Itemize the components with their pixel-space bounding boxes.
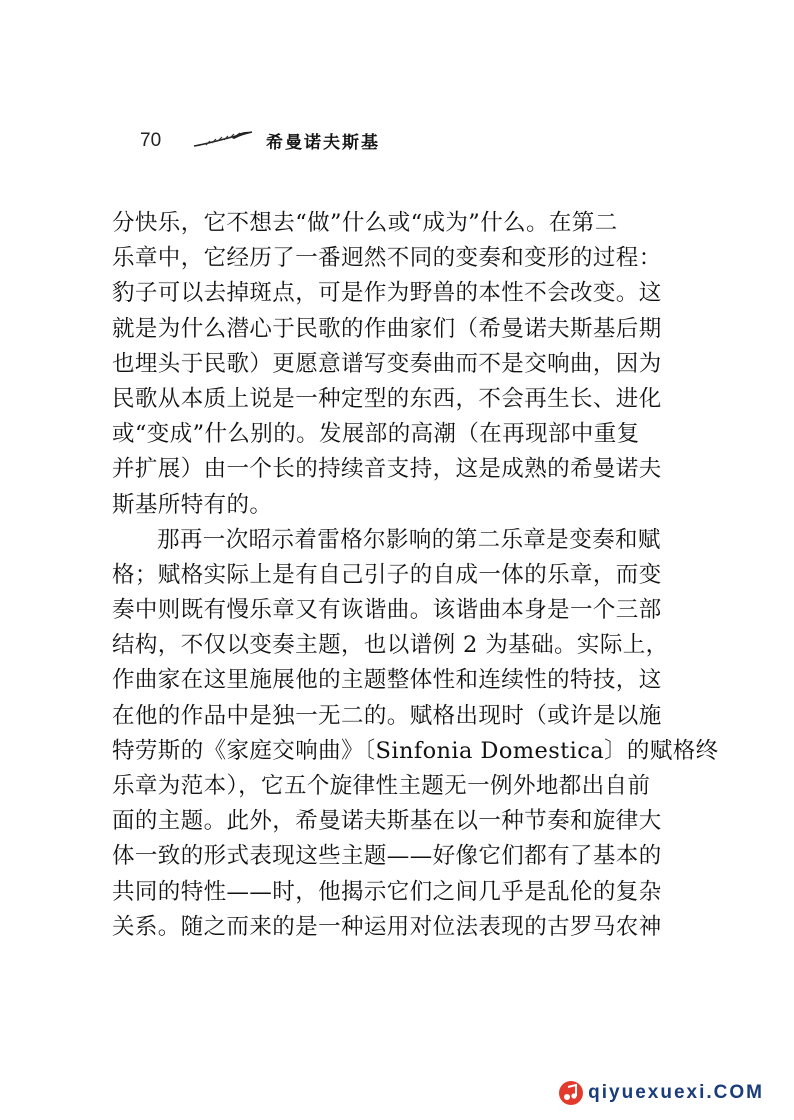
text-line: 奏中则既有慢乐章又有诙谐曲。该谐曲本身是一个三部 (112, 597, 662, 624)
music-note-icon (558, 1080, 584, 1106)
quill-icon (192, 130, 254, 150)
text-line: 或“变成”什么别的。发展部的高潮（在再现部中重复 (112, 421, 640, 448)
text-line: 结构，不仅以变奏主题，也以谱例 2 为基础。实际上， (112, 632, 669, 659)
text-line: 也埋头于民歌）更愿意谱写变奏曲而不是交响曲，因为 (112, 350, 662, 377)
text-line: 民歌从本质上说是一种定型的东西，不会再生长、进化 (112, 385, 662, 412)
paragraph-start-line: 那再一次昭示着雷格尔影响的第二乐章是变奏和赋 (157, 526, 661, 553)
body-text (112, 206, 719, 945)
running-title: 希曼诺夫斯基 (266, 133, 380, 153)
text-line: 体一致的形式表现这些主题——好像它们都有了基本的 (112, 843, 662, 870)
watermark-text: qiyuexuexi.COM (588, 1082, 764, 1103)
text-line: 分快乐，它不想去“做”什么或“成为”什么。在第二 (112, 210, 618, 236)
page-header (140, 128, 440, 158)
text-line: 乐章中，它经历了一番迥然不同的变奏和变形的过程： (112, 245, 662, 272)
text-line: 斯基所特有的。 (112, 491, 273, 518)
text-line: 特劳斯的《家庭交响曲》〔Sinfonia Domestica〕的赋格终 (112, 737, 719, 764)
text-line: 豹子可以去掉斑点，可是作为野兽的本性不会改变。这 (112, 280, 662, 307)
text-line: 关系。随之而来的是一种运用对位法表现的古罗马农神 (112, 913, 662, 940)
text-line: 作曲家在这里施展他的主题整体性和连续性的特技，这 (112, 667, 662, 694)
text-line: 并扩展）由一个长的持续音支持，这是成熟的希曼诺夫 (112, 456, 662, 483)
text-line: 共同的特性——时，他揭示它们之间几乎是乱伦的复杂 (112, 878, 662, 905)
text-line: 乐章为范本），它五个旋律性主题无一例外地都出自前 (112, 773, 651, 799)
text-line: 格；赋格实际上是有自己引子的自成一体的乐章，而变 (112, 561, 662, 588)
text-line: 就是为什么潜心于民歌的作曲家们（希曼诺夫斯基后期 (112, 315, 662, 342)
page-number: 70 (140, 130, 162, 151)
text-line: 面的主题。此外，希曼诺夫斯基在以一种节奏和旋律大 (112, 808, 662, 835)
watermark (558, 1080, 764, 1106)
text-line: 在他的作品中是独一无二的。赋格出现时（或许是以施 (112, 702, 662, 729)
